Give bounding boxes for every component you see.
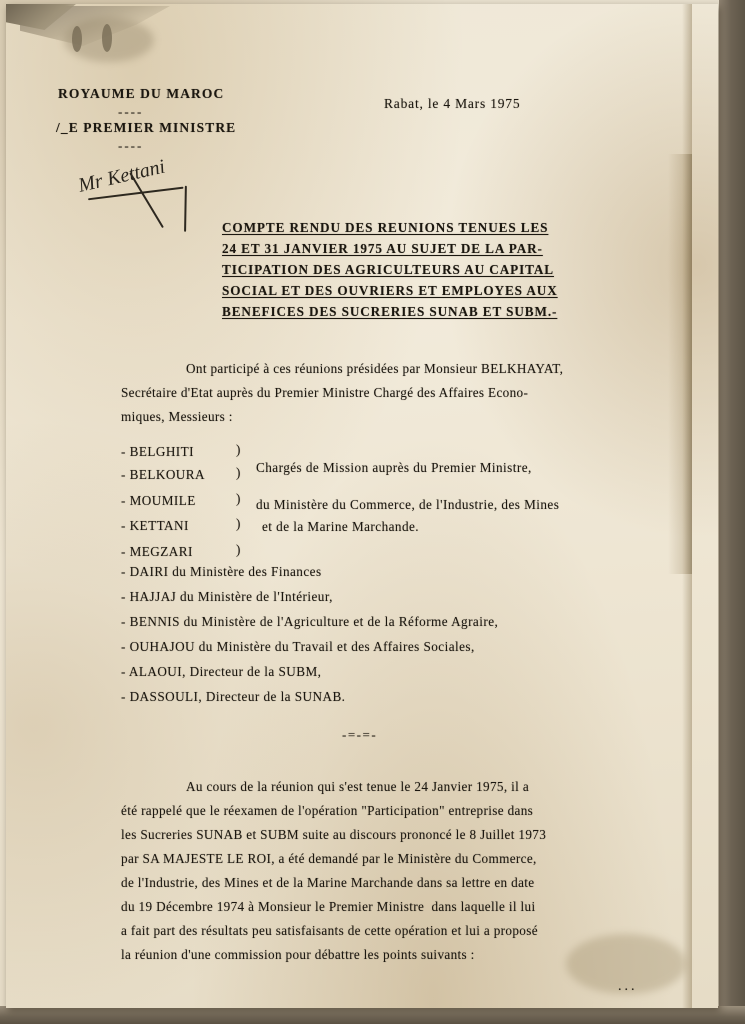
letterhead-rule-2: ---- — [118, 138, 144, 153]
participant-brace-2: ) — [236, 465, 241, 480]
title-line-5: BENEFICES DES SUCRERIES SUNAB ET SUBM.- — [222, 304, 558, 319]
body-line-8: la réunion d'une commission pour débattre les points suivants : — [121, 947, 475, 962]
body-line-1: Au cours de la réunion qui s'est tenue le 24 Janvier 1975, il a — [186, 779, 530, 794]
title-line-1: COMPTE RENDU DES REUNIONS TENUES LES — [222, 220, 549, 235]
letterhead-office: /_E PREMIER MINISTRE — [56, 120, 237, 135]
title-line-4: SOCIAL ET DES OUVRIERS ET EMPLOYES AUX — [222, 283, 558, 298]
letterhead-country: ROYAUME DU MAROC — [58, 86, 225, 101]
body-line-3: les Sucreries SUNAB et SUBM suite au discours prononcé le 8 Juillet 1973 — [121, 827, 547, 842]
body-line-6: du 19 Décembre 1974 à Monsieur le Premier Ministre dans laquelle il lui — [121, 899, 536, 914]
handwritten-annotation-text: Mr Kettani — [76, 155, 168, 197]
participant-line-6: - DAIRI du Ministère des Finances — [121, 564, 322, 579]
title-line-3: TICIPATION DES AGRICULTEURS AU CAPITAL — [222, 262, 554, 277]
participant-brace-1: ) — [236, 442, 241, 457]
place-and-date: Rabat, le 4 Mars 1975 — [384, 96, 521, 111]
intro-line-2: Secrétaire d'Etat auprès du Premier Ministre Chargé des Affaires Econo- — [121, 385, 529, 400]
participant-brace-4: ) — [236, 516, 241, 531]
paper-sheet — [6, 4, 718, 1008]
intro-line-3: miques, Messieurs : — [121, 409, 233, 424]
participant-line-9: - OUHAJOU du Ministère du Travail et des Affaires Sociales, — [121, 639, 475, 654]
body-line-2: été rappelé que le réexamen de l'opération "Participation" entreprise dans — [121, 803, 534, 818]
participant-name-5: - MEGZARI — [121, 544, 193, 559]
footer-continuation-dots: ... — [618, 979, 638, 994]
body-line-7: a fait part des résultats peu satisfaisants de cette opération et lui a proposé — [121, 923, 538, 938]
participant-name-2: - BELKOURA — [121, 467, 205, 482]
participant-brace-3: ) — [236, 491, 241, 506]
participant-name-1: - BELGHITI — [121, 444, 194, 459]
participant-name-3: - MOUMILE — [121, 493, 196, 508]
participant-line-10: - ALAOUI, Directeur de la SUBM, — [121, 664, 322, 679]
body-line-4: par SA MAJESTE LE ROI, a été demandé par le Ministère du Commerce, — [121, 851, 537, 866]
body-line-5: de l'Industrie, des Mines et de la Marine Marchande dans sa lettre en date — [121, 875, 535, 890]
handwriting-flourish — [184, 186, 186, 232]
participant-role-1: Chargés de Mission auprès du Premier Ministre, — [256, 460, 532, 475]
document-text-layer — [6, 4, 718, 1008]
section-separator: -=-=- — [342, 727, 378, 742]
participant-role-3: et de la Marine Marchande. — [262, 519, 420, 534]
backing-board-right — [719, 0, 745, 1024]
participant-brace-5: ) — [236, 542, 241, 557]
participant-line-11: - DASSOULI, Directeur de la SUNAB. — [121, 689, 346, 704]
title-line-2: 24 ET 31 JANVIER 1975 AU SUJET DE LA PAR- — [222, 241, 543, 256]
intro-line-1: Ont participé à ces réunions présidées par Monsieur BELKHAYAT, — [186, 361, 564, 376]
participant-name-4: - KETTANI — [121, 518, 189, 533]
participant-role-2: du Ministère du Commerce, de l'Industrie, des Mines — [256, 497, 560, 512]
backing-board-bottom — [0, 1006, 745, 1024]
participant-line-7: - HAJJAJ du Ministère de l'Intérieur, — [121, 589, 333, 604]
participant-line-8: - BENNIS du Ministère de l'Agriculture et de la Réforme Agraire, — [121, 614, 499, 629]
letterhead-rule-1: ---- — [118, 104, 144, 119]
